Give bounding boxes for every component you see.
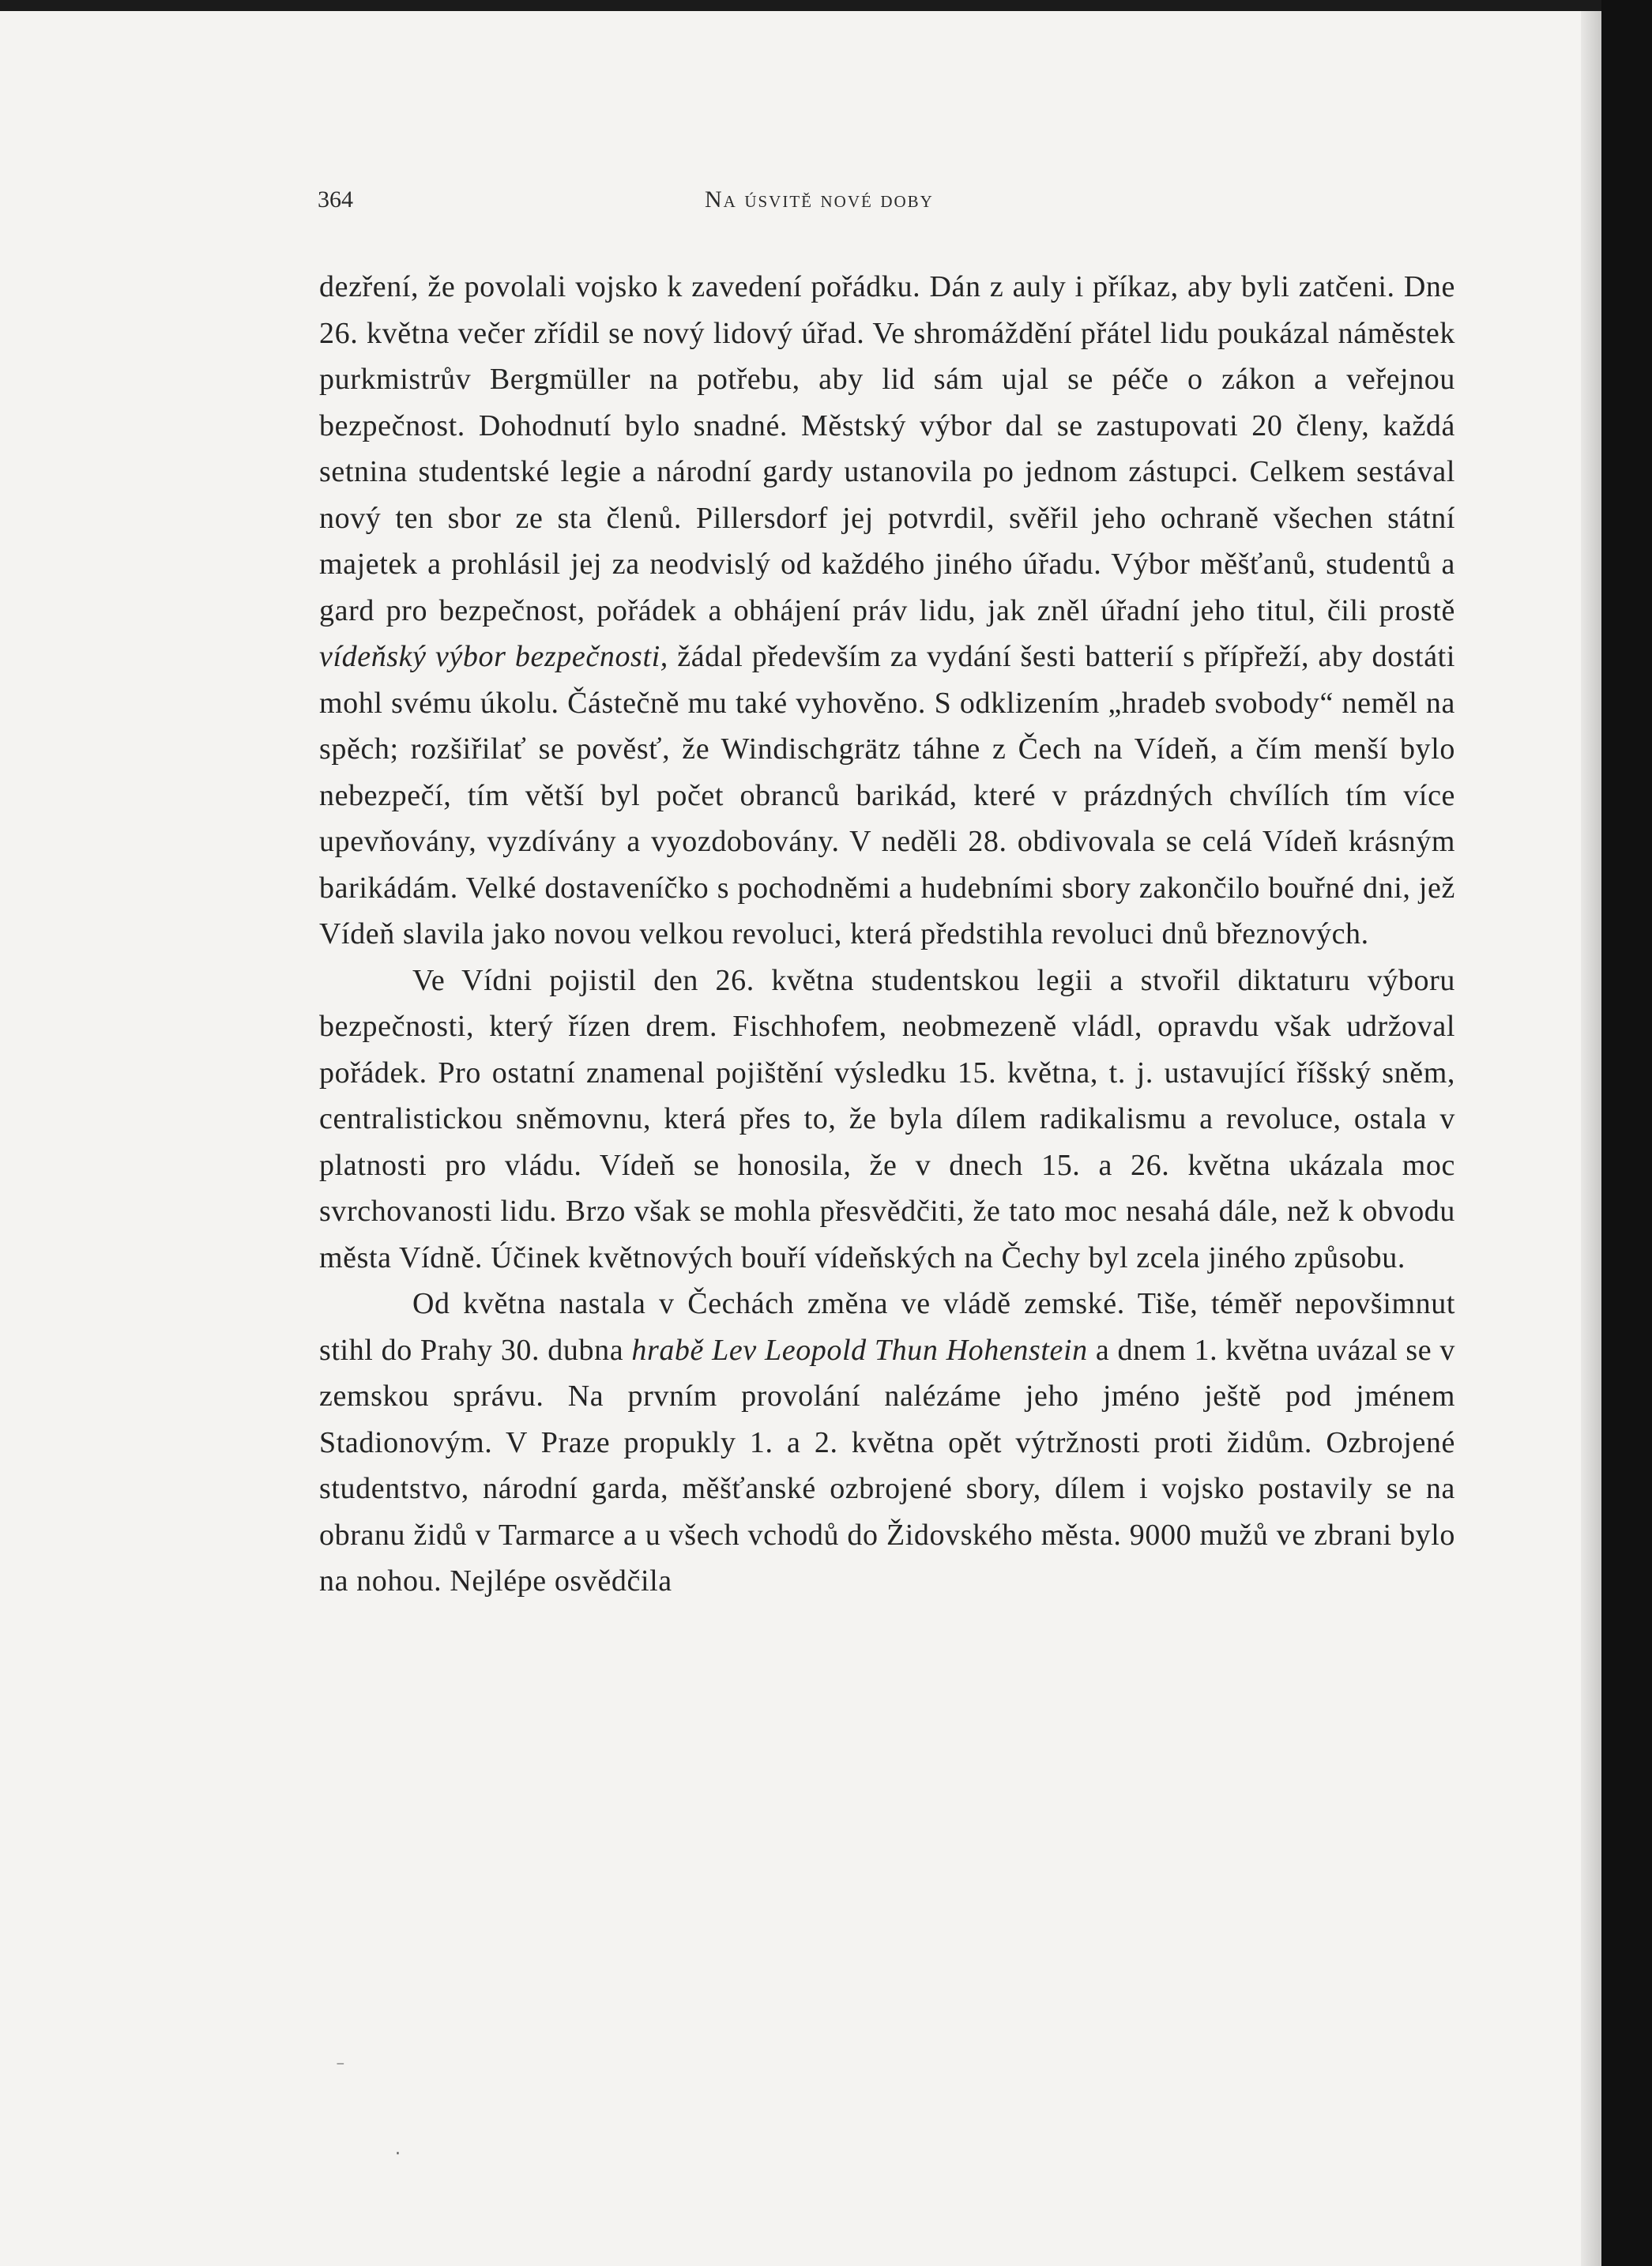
book-page bbox=[0, 11, 1581, 2266]
body-text bbox=[319, 264, 1455, 1605]
scan-speck: · bbox=[395, 2144, 401, 2164]
page-number: 364 bbox=[318, 186, 353, 213]
page-header bbox=[318, 186, 1463, 226]
italic-term: vídeňský výbor bezpečnosti, bbox=[319, 640, 668, 673]
page-fold-shadow bbox=[1581, 11, 1601, 2266]
scan-right-edge bbox=[1601, 0, 1652, 2266]
text-span: žádal především za vydání šesti batterií s přípřeží, aby dostáti mohl svému úkolu. Částečně mu také vyhověno. S odklizením „hradeb svobody“ neměl na spěch; rozšiřilať se pověsť, že Windischgrätz táhne z Čech na Vídeň, a čím menší bylo nebezpečí, tím větší byl počet obranců barikád, které v prázdných chvílích tím více upevňovány, vyzdívány a vyozdobovány. V neděli 28. obdivovala se celá Vídeň krásným barikádám. Velké dostaveníčko s pochodněmi a hudebními sbory zakončilo bouřné dni, jež Vídeň slavila jako novou velkou revoluci, která předstihla revoluci dnů březnových. bbox=[319, 640, 1455, 950]
text-span: Od května nastala v Čechách změna ve vládě zemské. Tiše, téměř nepovšimnut stihl do Prahy 30. dubna bbox=[319, 1287, 1455, 1367]
scan-top-edge bbox=[0, 0, 1652, 11]
paragraph-3 bbox=[319, 1281, 1455, 1605]
text-span: dezření, že povolali vojsko k zavedení pořádku. Dán z auly i příkaz, aby byli zatčeni. Dne 26. května večer zřídil se nový lidový úřad. Ve shromáždění přátel lidu poukázal náměstek purkmistrův Bergmüller na potřebu, aby lid sám ujal se péče o zákon a veřejnou bezpečnost. Dohodnutí bylo snadné. Městský výbor dal se zastupovati 20 členy, každá setnina studentské legie a národní gardy ustanovila po jednom zástupci. Celkem sestával nový ten sbor ze sta členů. Pillersdorf jej potvrdil, svěřil jeho ochraně všechen státní majetek a prohlásil jej za neodvislý od každého jiného úřadu. Výbor měšťanů, studentů a gard pro bezpečnost, pořádek a obhájení práv lidu, jak zněl úřadní jeho titul, čili prostě bbox=[319, 270, 1455, 627]
running-title: Na úsvitě nové doby bbox=[705, 186, 934, 213]
scan-speck: ⁻ bbox=[336, 2057, 345, 2077]
paragraph-1 bbox=[319, 264, 1455, 958]
text-span: a dnem 1. května uvázal se v zemskou správu. Na prvním provolání nalézáme jeho jméno ještě pod jménem Stadionovým. V Praze propukly 1. a 2. května opět výtržnosti proti židům. Ozbrojené studentstvo, národní garda, měšťanské ozbrojené sbory, dílem i vojsko postavily se na obranu židů v Tarmarce a u všech vchodů do Židovského města. 9000 mužů ve zbrani bylo na nohou. Nejlépe osvědčila bbox=[319, 1333, 1456, 1598]
text-span: Ve Vídni pojistil den 26. května studentskou legii a stvořil diktaturu výboru bezpečnosti, který řízen drem. Fischhofem, neobmezeně vládl, opravdu však udržoval pořádek. Pro ostatní znamenal pojištění výsledku 15. května, t. j. ustavující říšský sněm, centralistickou sněmovnu, která přes to, že byla dílem radikalismu a revoluce, ostala v platnosti pro vládu. Vídeň se honosila, že v dnech 15. a 26. května ukázala moc svrchovanosti lidu. Brzo však se mohla přesvědčiti, že tato moc nesahá dále, než k obvodu města Vídně. Účinek květnových bouří vídeňských na Čechy byl zcela jiného způsobu. bbox=[319, 963, 1455, 1274]
italic-name: hrabě Lev Leopold Thun Hohenstein bbox=[631, 1333, 1088, 1367]
paragraph-2 bbox=[319, 958, 1455, 1282]
